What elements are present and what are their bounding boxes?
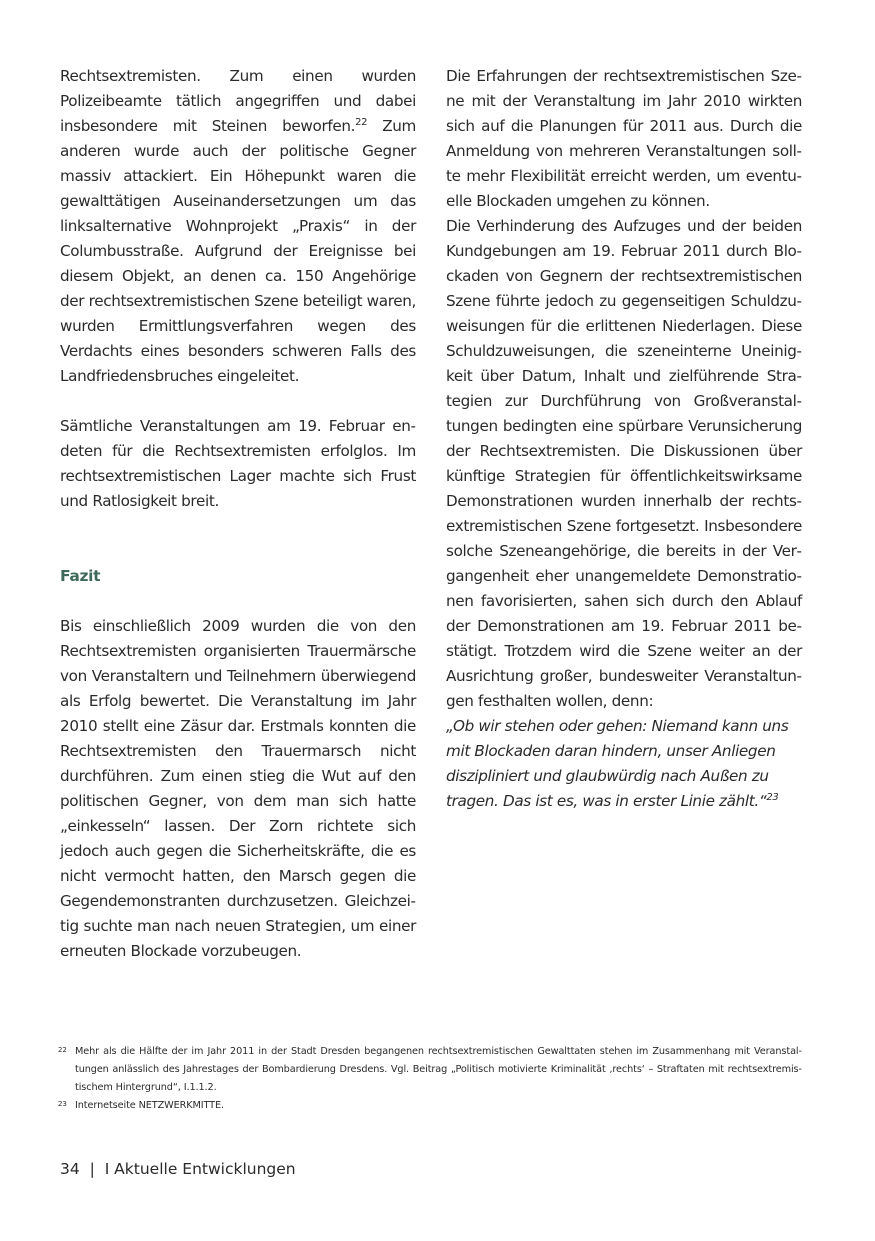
footnote-number: 23 bbox=[58, 1100, 67, 1108]
footnote-ref-23[interactable]: 23 bbox=[766, 792, 779, 803]
paragraph-text: Rechtsextremisten. Zum einen wurden Polizeibeamte tätlich angegriffen und dabei insbesondere mit Steinen beworfen. bbox=[60, 67, 416, 135]
footnote-number: 22 bbox=[58, 1046, 67, 1054]
footnote-text: Mehr als die Hälfte der im Jahr 2011 in der Stadt Dresden begangenen rechtsextremistischen Gewalttaten stehen im Zusammenhang mit Veranstaltungen anlässlich des Jahrestages der Bombardierung Dresdens. Vgl. Beitrag „Politisch motivierte Kriminalität ‚rechts‘ – Straftaten mit rechtsextremistischem Hintergrund“, I.1.1.2. bbox=[75, 1046, 802, 1093]
paragraph: Die Verhinderung des Aufzuges und der beiden Kundgebungen am 19. Februar 2011 durch Blockaden von Gegnern der rechtsextremistischen Szene führte jedoch zu gegenseitigen Schuldzuweisungen für die erlittenen Niederlagen. Diese Schuldzuweisungen, die szeneinterne Uneinigkeit über Datum, Inhalt und zielführende Strategien zur Durchführung von Großveranstaltungen bedingten eine spürbare Verunsicherung der Rechtsextremisten. Die Diskussionen über künftige Strategien für öffentlichkeitswirksame Demonstrationen wurden innerhalb der rechtsextremistischen Szene fortgesetzt. Insbesondere solche Szeneangehörige, die bereits in der Vergangenheit eher unangemeldete Demonstrationen favorisierten, sahen sich durch den Ablauf der Demonstrationen am 19. Februar 2011 bestätigt. Trotzdem wird die Szene weiter an der Ausrichtung großer, bundesweiter Veranstaltungen festhalten wollen, denn: bbox=[446, 217, 802, 710]
quote-text: „Ob wir stehen oder gehen: Niemand kann uns mit Blockaden daran hindern, unser Anliegen diszipliniert und glaubwürdig nach Außen zu tragen. Das ist es, was in erster Linie zählt.“ bbox=[446, 717, 789, 810]
footer-separator: | bbox=[89, 1160, 95, 1178]
paragraph-text: Zum anderen wurde auch der politische Gegner massiv attackiert. Ein Höhepunkt waren die gewalttätigen Auseinandersetzungen um das linksalternative Wohnprojekt „Praxis“ in der Columbusstraße. Aufgrund der Ereignisse bei diesem Objekt, an denen ca. 150 Angehörige der rechtsextremistischen Szene beteiligt waren, wurden Ermittlungsverfahren wegen des Verdachts eines besonders schweren Falls des Landfriedensbruches eingeleitet. bbox=[60, 117, 416, 385]
page-footer bbox=[60, 1160, 296, 1178]
block-quote bbox=[446, 714, 802, 814]
left-column bbox=[60, 64, 416, 964]
paragraph: Sämtliche Veranstaltungen am 19. Februar endeten für die Rechtsextremisten erfolglos. Im rechtsextremistischen Lager machte sich Frust und Ratlosigkeit breit. bbox=[60, 417, 416, 510]
section-title: I Aktuelle Entwicklungen bbox=[104, 1160, 296, 1178]
footnote-22 bbox=[58, 1043, 802, 1097]
footnote-23 bbox=[58, 1097, 802, 1115]
footnotes bbox=[58, 1043, 802, 1115]
paragraph bbox=[60, 64, 416, 389]
right-column bbox=[446, 64, 802, 814]
paragraph: Die Erfahrungen der rechtsextremistischen Szene mit der Veranstaltung im Jahr 2010 wirkten sich auf die Planungen für 2011 aus. Durch die Anmeldung von mehreren Veranstaltungen sollte mehr Flexibilität erreicht werden, um eventuelle Blockaden umgehen zu können. bbox=[446, 67, 802, 210]
section-heading-fazit: Fazit bbox=[60, 567, 101, 585]
paragraph: Bis einschließlich 2009 wurden die von den Rechtsextremisten organisierten Trauermärsche von Veranstaltern und Teilnehmern überwiegend als Erfolg bewertet. Die Veranstaltung im Jahr 2010 stellt eine Zäsur dar. Erstmals konnten die Rechtsextremisten den Trauermarsch nicht durchführen. Zum einen stieg die Wut auf den politischen Gegner, von dem man sich hatte „einkesseln“ lassen. Der Zorn richtete sich jedoch auch gegen die Sicherheitskräfte, die es nicht vermocht hatten, den Marsch gegen die Gegendemonstranten durchzusetzen. Gleichzeitig suchte man nach neuen Strategien, um einer erneuten Blockade vorzubeugen. bbox=[60, 617, 416, 960]
page-number: 34 bbox=[60, 1160, 80, 1178]
footnote-ref-22[interactable]: 22 bbox=[355, 117, 368, 128]
footnote-text: Internetseite NETZWERKMITTE. bbox=[75, 1100, 224, 1111]
